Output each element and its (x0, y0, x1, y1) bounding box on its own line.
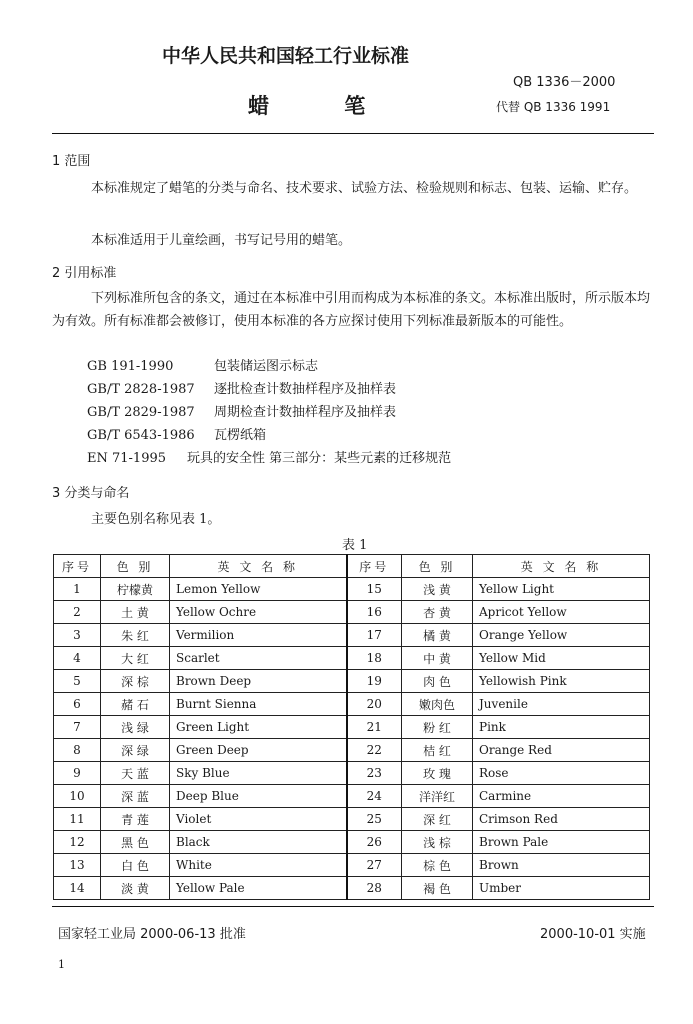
table-cell: 浅 棕 (402, 831, 473, 854)
reference-title: 周期检查计数抽样程序及抽样表 (214, 405, 397, 420)
table-cell: Vermilion (170, 624, 347, 647)
table-row (54, 693, 650, 716)
table-cell: 桔 红 (402, 739, 473, 762)
table-body (54, 578, 650, 900)
table-cell: 22 (347, 739, 402, 762)
table-cell: 深 蓝 (101, 785, 170, 808)
page-number: 1 (58, 958, 65, 971)
approval-date: 国家轻工业局 2000-06-13 批准 (58, 927, 246, 942)
table-cell: 土 黄 (101, 601, 170, 624)
table-row (54, 877, 650, 900)
table-row (54, 670, 650, 693)
table-row (54, 578, 650, 601)
table-cell: 黑 色 (101, 831, 170, 854)
table-cell: 青 莲 (101, 808, 170, 831)
table-cell: 19 (347, 670, 402, 693)
table-row (54, 716, 650, 739)
table-cell: Rose (473, 762, 650, 785)
table-cell: Deep Blue (170, 785, 347, 808)
reference-title: 逐批检查计数抽样程序及抽样表 (214, 382, 397, 397)
table-cell: Crimson Red (473, 808, 650, 831)
table-cell: 17 (347, 624, 402, 647)
header-rule (52, 133, 654, 134)
table-header-row (54, 555, 650, 578)
table-cell: Orange Yellow (473, 624, 650, 647)
table-cell: 橘 黄 (402, 624, 473, 647)
table-cell: 浅 黄 (402, 578, 473, 601)
supersedes-note: 代替 QB 1336 1991 (496, 100, 611, 114)
section-heading: 1 范围 (52, 154, 91, 169)
table-cell: 11 (54, 808, 101, 831)
table-cell: 3 (54, 624, 101, 647)
table-cell: Brown Pale (473, 831, 650, 854)
reference-item (87, 355, 451, 378)
header-cell: 色 别 (101, 555, 170, 578)
reference-item (87, 378, 451, 401)
table-row (54, 647, 650, 670)
table-cell: 深 红 (402, 808, 473, 831)
table-cell: White (170, 854, 347, 877)
effective-date: 2000-10-01 实施 (540, 927, 646, 942)
section-paragraph: 主要色别名称见表 1。 (91, 512, 221, 527)
table-cell: Apricot Yellow (473, 601, 650, 624)
header-cell: 英 文 名 称 (473, 555, 650, 578)
section-heading: 2 引用标准 (52, 266, 117, 281)
table-cell: 玫 瑰 (402, 762, 473, 785)
header-cell: 序号 (347, 555, 402, 578)
table-cell: Lemon Yellow (170, 578, 347, 601)
header-cell: 色 别 (402, 555, 473, 578)
table-row (54, 624, 650, 647)
table-cell: Orange Red (473, 739, 650, 762)
table-cell: 深 绿 (101, 739, 170, 762)
table-cell: Juvenile (473, 693, 650, 716)
table-cell: 4 (54, 647, 101, 670)
reference-title: 瓦楞纸箱 (214, 428, 267, 443)
table-cell: 棕 色 (402, 854, 473, 877)
table-cell: Yellow Pale (170, 877, 347, 900)
table-cell: 朱 红 (101, 624, 170, 647)
reference-title: 玩具的安全性 第三部分：某些元素的迁移规范 (187, 451, 452, 466)
table-cell: Yellow Light (473, 578, 650, 601)
table-cell: 2 (54, 601, 101, 624)
table-cell: Violet (170, 808, 347, 831)
reference-item (87, 401, 451, 424)
section-heading: 3 分类与命名 (52, 486, 130, 501)
color-names-table (53, 554, 650, 900)
table-cell: 洋洋红 (402, 785, 473, 808)
standard-number: QB 1336－2000 (513, 75, 616, 90)
table-cell: 5 (54, 670, 101, 693)
table-cell: 柠檬黄 (101, 578, 170, 601)
table-row (54, 785, 650, 808)
footer-rule (52, 906, 654, 907)
table-cell: 14 (54, 877, 101, 900)
table-cell: 15 (347, 578, 402, 601)
table-cell: 24 (347, 785, 402, 808)
table-cell: 1 (54, 578, 101, 601)
table-cell: Green Deep (170, 739, 347, 762)
table-cell: 13 (54, 854, 101, 877)
table-cell: 16 (347, 601, 402, 624)
document-title: 蜡 笔 (248, 94, 400, 118)
table-caption: 表 1 (342, 538, 368, 553)
table-cell: Scarlet (170, 647, 347, 670)
table-row (54, 601, 650, 624)
table-cell: 中 黄 (402, 647, 473, 670)
reference-item (87, 424, 451, 447)
reference-code: GB/T 6543-1986 (87, 428, 195, 443)
table-cell: 大 红 (101, 647, 170, 670)
table-row (54, 854, 650, 877)
table-cell: Pink (473, 716, 650, 739)
table-cell: Brown Deep (170, 670, 347, 693)
table-cell: 10 (54, 785, 101, 808)
section-paragraph: 本标准规定了蜡笔的分类与命名、技术要求、试验方法、检验规则和标志、包装、运输、贮存。 (91, 181, 638, 196)
table-cell: Sky Blue (170, 762, 347, 785)
standard-category: 中华人民共和国轻工行业标准 (162, 45, 410, 67)
reference-code: EN 71-1995 (87, 451, 167, 466)
table-cell: 白 色 (101, 854, 170, 877)
table-cell: Yellowish Pink (473, 670, 650, 693)
table-cell: 赭 石 (101, 693, 170, 716)
table-cell: 23 (347, 762, 402, 785)
table-cell: 淡 黄 (101, 877, 170, 900)
table-cell: Umber (473, 877, 650, 900)
table-cell: Brown (473, 854, 650, 877)
table-cell: Carmine (473, 785, 650, 808)
table-cell: 7 (54, 716, 101, 739)
section-paragraph: 本标准适用于儿童绘画，书写记号用的蜡笔。 (91, 233, 352, 248)
table-row (54, 762, 650, 785)
table-cell: 6 (54, 693, 101, 716)
reference-code: GB/T 2828-1987 (87, 382, 195, 397)
table-cell: Green Light (170, 716, 347, 739)
table-cell: 12 (54, 831, 101, 854)
table-cell: 深 棕 (101, 670, 170, 693)
table-cell: 18 (347, 647, 402, 670)
table-cell: 21 (347, 716, 402, 739)
header-cell: 英 文 名 称 (170, 555, 347, 578)
reference-title: 包装储运图示标志 (214, 359, 319, 374)
table-cell: 浅 绿 (101, 716, 170, 739)
table-cell: 嫩肉色 (402, 693, 473, 716)
reference-code: GB 191-1990 (87, 359, 174, 374)
reference-list (87, 355, 451, 470)
table-cell: 肉 色 (402, 670, 473, 693)
table-cell: 25 (347, 808, 402, 831)
reference-code: GB/T 2829-1987 (87, 405, 195, 420)
table-cell: 26 (347, 831, 402, 854)
table-cell: Yellow Ochre (170, 601, 347, 624)
table-cell: 28 (347, 877, 402, 900)
table-cell: 褐 色 (402, 877, 473, 900)
section-paragraph: 下列标准所包含的条文，通过在本标准中引用而构成为本标准的条文。本标准出版时，所示版本均为有效。所有标准都会被修订，使用本标准的各方应探讨使用下列标准最新版本的可能性。 (52, 291, 651, 329)
table-cell: Yellow Mid (473, 647, 650, 670)
table-cell: 8 (54, 739, 101, 762)
table-cell: 20 (347, 693, 402, 716)
table-cell: 27 (347, 854, 402, 877)
table-cell: 粉 红 (402, 716, 473, 739)
table-cell: Black (170, 831, 347, 854)
reference-item (87, 447, 451, 470)
table-row (54, 808, 650, 831)
table-cell: Burnt Sienna (170, 693, 347, 716)
table-row (54, 831, 650, 854)
table-row (54, 739, 650, 762)
table-cell: 杏 黄 (402, 601, 473, 624)
table-cell: 9 (54, 762, 101, 785)
header-cell: 序号 (54, 555, 101, 578)
table-cell: 天 蓝 (101, 762, 170, 785)
